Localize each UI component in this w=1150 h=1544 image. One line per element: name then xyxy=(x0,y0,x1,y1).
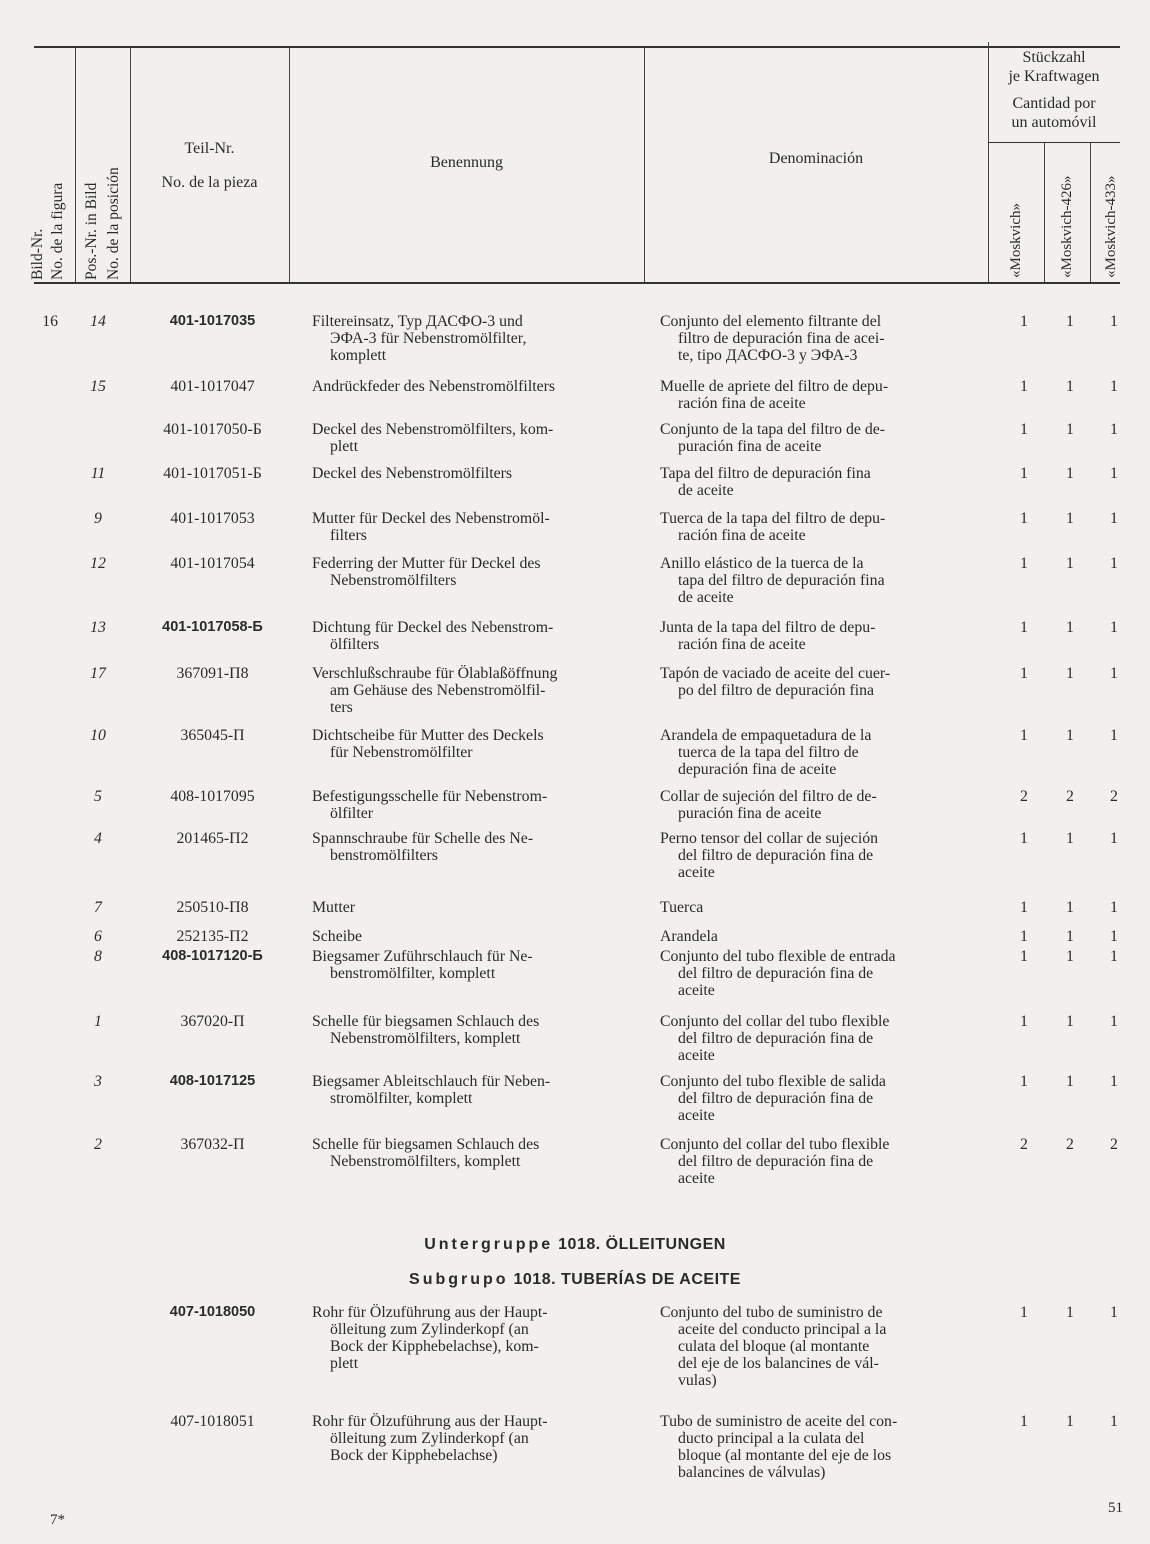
description-es xyxy=(660,465,972,499)
description-es-line: de aceite xyxy=(678,482,734,499)
position-number: 17 xyxy=(90,665,106,682)
description-es-line: aceite xyxy=(678,1170,715,1187)
description-de-line: Rohr für Ölzuführung aus der Haupt- xyxy=(312,1304,548,1321)
description-de-line: Dichtung für Deckel des Nebenstrom- xyxy=(312,619,554,636)
qty-moskvich: 1 xyxy=(1020,665,1028,682)
description-es-line: del filtro de depuración fina de xyxy=(678,1030,874,1047)
qty-moskvich-433: 1 xyxy=(1110,1304,1118,1321)
header-pos-de: Pos.-Nr. in Bild xyxy=(83,182,100,280)
description-de-line: komplett xyxy=(330,347,387,364)
description-es-line: balancines de válvulas) xyxy=(678,1464,826,1481)
description-es-line: Tapón de vaciado de aceite del cuer- xyxy=(660,665,891,682)
qty-moskvich-426: 1 xyxy=(1066,928,1074,945)
description-de-line: Federring der Mutter für Deckel des xyxy=(312,555,541,572)
qty-moskvich-433: 1 xyxy=(1110,619,1118,636)
qty-moskvich: 1 xyxy=(1020,899,1028,916)
header-denominacion: Denominación xyxy=(768,150,864,167)
qty-moskvich-433: 2 xyxy=(1110,788,1118,805)
position-number: 10 xyxy=(90,727,106,744)
description-es-line: Tuerca xyxy=(660,899,704,916)
qty-moskvich-426: 1 xyxy=(1066,555,1074,572)
description-de-line: Bock der Kipphebelachse) xyxy=(330,1447,498,1464)
description-de-line: am Gehäuse des Nebenstromölfil- xyxy=(330,682,546,699)
qty-moskvich-433: 1 xyxy=(1110,928,1118,945)
header-model-3: «Moskvich-433» xyxy=(1103,175,1119,278)
description-es xyxy=(660,555,972,606)
description-es xyxy=(660,1073,972,1124)
qty-moskvich-426: 1 xyxy=(1066,421,1074,438)
header-benennung: Benennung xyxy=(430,154,503,171)
description-de xyxy=(312,421,622,455)
position-number: 14 xyxy=(90,313,106,330)
description-es-line: Arandela de empaquetadura de la xyxy=(660,727,872,744)
description-de-line: benstromölfilters xyxy=(330,847,438,864)
subgroup-es-prefix: Subgrupo xyxy=(409,1271,509,1288)
description-es-line: aceite xyxy=(678,1107,715,1124)
qty-moskvich-433: 1 xyxy=(1110,830,1118,847)
position-number: 12 xyxy=(90,555,106,572)
qty-moskvich: 2 xyxy=(1020,788,1028,805)
part-number: 252135-П2 xyxy=(176,928,249,945)
description-de-line: ters xyxy=(330,699,353,716)
part-number: 408-1017120-Б xyxy=(162,948,263,964)
description-es-line: aceite xyxy=(678,1047,715,1064)
qty-moskvich-433: 1 xyxy=(1110,899,1118,916)
position-number: 13 xyxy=(90,619,106,636)
description-es xyxy=(660,510,972,544)
part-number: 367020-П xyxy=(180,1013,245,1030)
qty-moskvich-433: 1 xyxy=(1110,1073,1118,1090)
header-model-2: «Moskvich-426» xyxy=(1059,175,1075,278)
description-de xyxy=(312,1136,622,1170)
qty-moskvich-433: 1 xyxy=(1110,421,1118,438)
description-de xyxy=(312,510,622,544)
description-es-line: Anillo elástico de la tuerca de la xyxy=(660,555,864,572)
qty-moskvich: 1 xyxy=(1020,830,1028,847)
description-es-line: aceite del conducto principal a la xyxy=(678,1321,887,1338)
header-model-1: «Moskvich» xyxy=(1008,203,1024,278)
description-de xyxy=(312,1013,622,1047)
header-qty-de-1: Stückzahl xyxy=(1022,49,1086,66)
qty-moskvich-426: 1 xyxy=(1066,665,1074,682)
position-number: 3 xyxy=(94,1073,102,1090)
description-es-line: Tubo de suministro de aceite del con- xyxy=(660,1413,898,1430)
qty-moskvich-433: 1 xyxy=(1110,378,1118,395)
part-number: 401-1017053 xyxy=(170,510,255,527)
qty-moskvich: 1 xyxy=(1020,1073,1028,1090)
description-de xyxy=(312,1073,622,1107)
header-qty-de-2: je Kraftwagen xyxy=(1008,68,1100,85)
qty-moskvich: 1 xyxy=(1020,421,1028,438)
description-es-line: del eje de los balancines de vál- xyxy=(678,1355,879,1372)
table-header xyxy=(29,42,1120,285)
description-de xyxy=(312,619,622,653)
description-es xyxy=(660,378,972,412)
part-number: 250510-П8 xyxy=(176,899,249,916)
qty-moskvich-433: 1 xyxy=(1110,555,1118,572)
header-fig-de: Bild-Nr. xyxy=(29,228,46,280)
header-fig-es: No. de la figura xyxy=(49,182,66,280)
description-es-line: Collar de sujeción del filtro de de- xyxy=(660,788,877,805)
description-de-line: Scheibe xyxy=(312,928,363,945)
qty-moskvich-433: 1 xyxy=(1110,510,1118,527)
description-es-line: del filtro de depuración fina de xyxy=(678,847,874,864)
qty-moskvich-433: 1 xyxy=(1110,727,1118,744)
position-number: 7 xyxy=(94,899,102,916)
description-es xyxy=(660,421,972,455)
position-number: 15 xyxy=(90,378,106,395)
description-de-line: Schelle für biegsamen Schlauch des xyxy=(312,1136,540,1153)
qty-moskvich: 1 xyxy=(1020,313,1028,330)
description-de-line: Biegsamer Zuführschlauch für Ne- xyxy=(312,948,533,965)
description-es-line: Tuerca de la tapa del filtro de depu- xyxy=(660,510,886,527)
description-es-line: puración fina de aceite xyxy=(678,438,822,455)
description-de-line: Filtereinsatz, Typ ДАСФО-3 und xyxy=(312,313,523,330)
description-de-line: Dichtscheibe für Mutter des Deckels xyxy=(312,727,544,744)
part-number: 201465-П2 xyxy=(176,830,249,847)
qty-moskvich-426: 2 xyxy=(1066,788,1074,805)
qty-moskvich-433: 1 xyxy=(1110,665,1118,682)
description-es-line: Conjunto de la tapa del filtro de de- xyxy=(660,421,886,438)
part-number: 407-1018050 xyxy=(169,1304,256,1320)
description-de-line: Nebenstromölfilters, komplett xyxy=(330,1030,521,1047)
description-es-line: depuración fina de aceite xyxy=(678,761,837,778)
description-de-line: filters xyxy=(330,527,367,544)
header-part-de: Teil-Nr. xyxy=(184,140,235,157)
description-de-line: Nebenstromölfilters, komplett xyxy=(330,1153,521,1170)
description-es-line: Conjunto del tubo flexible de salida xyxy=(660,1073,886,1090)
description-es xyxy=(660,928,972,945)
description-es xyxy=(660,1413,972,1481)
position-number: 5 xyxy=(94,788,102,805)
qty-moskvich-426: 1 xyxy=(1066,727,1074,744)
qty-moskvich-426: 1 xyxy=(1066,899,1074,916)
subgroup-de-rest: 1018. ÖLLEITUNGEN xyxy=(553,1236,726,1253)
description-de-line: Mutter für Deckel des Nebenstromöl- xyxy=(312,510,550,527)
part-number: 407-1018051 xyxy=(170,1413,255,1430)
description-de xyxy=(312,899,622,916)
qty-moskvich: 1 xyxy=(1020,465,1028,482)
position-number: 2 xyxy=(94,1136,102,1153)
description-es xyxy=(660,665,972,699)
page-number: 51 xyxy=(1108,1500,1123,1516)
qty-moskvich: 2 xyxy=(1020,1136,1028,1153)
description-de xyxy=(312,465,622,482)
header-qty-es-1: Cantidad por xyxy=(1012,95,1096,112)
description-es-line: ración fina de aceite xyxy=(678,636,806,653)
description-es-line: filtro de depuración fina de acei- xyxy=(678,330,885,347)
qty-moskvich-426: 1 xyxy=(1066,1013,1074,1030)
description-es-line: aceite xyxy=(678,864,715,881)
description-de-line: Rohr für Ölzuführung aus der Haupt- xyxy=(312,1413,548,1430)
description-es-line: po del filtro de depuración fina xyxy=(678,682,875,699)
description-es-line: Conjunto del tubo de suministro de xyxy=(660,1304,883,1321)
description-es xyxy=(660,727,972,778)
description-es-line: ración fina de aceite xyxy=(678,395,806,412)
qty-moskvich-433: 1 xyxy=(1110,313,1118,330)
subgroup-title-es xyxy=(0,1271,1150,1289)
qty-moskvich-426: 1 xyxy=(1066,378,1074,395)
qty-moskvich: 1 xyxy=(1020,378,1028,395)
part-number: 401-1017035 xyxy=(169,313,256,329)
description-es-line: culata del bloque (al montante xyxy=(678,1338,870,1355)
part-number: 401-1017058-Б xyxy=(162,619,263,635)
description-de-line: für Nebenstromölfilter xyxy=(330,744,473,761)
description-es-line: Tapa del filtro de depuración fina xyxy=(660,465,871,482)
qty-moskvich: 1 xyxy=(1020,727,1028,744)
description-es xyxy=(660,788,972,822)
part-number: 367032-П xyxy=(180,1136,245,1153)
description-es-line: del filtro de depuración fina de xyxy=(678,965,874,982)
description-de-line: Mutter xyxy=(312,899,355,916)
qty-moskvich: 1 xyxy=(1020,1013,1028,1030)
description-es xyxy=(660,1136,972,1187)
description-de-line: Spannschraube für Schelle des Ne- xyxy=(312,830,534,847)
qty-moskvich-433: 1 xyxy=(1110,1413,1118,1430)
qty-moskvich-426: 2 xyxy=(1066,1136,1074,1153)
description-de xyxy=(312,1413,622,1464)
description-es-line: puración fina de aceite xyxy=(678,805,822,822)
description-es-line: Junta de la tapa del filtro de depu- xyxy=(660,619,876,636)
description-es-line: Muelle de apriete del filtro de depu- xyxy=(660,378,889,395)
position-number: 11 xyxy=(90,465,106,482)
part-number: 365045-П xyxy=(180,727,245,744)
qty-moskvich: 1 xyxy=(1020,555,1028,572)
description-de-line: plett xyxy=(330,438,359,455)
description-de-line: ЭФА-3 für Nebenstromölfilter, xyxy=(330,330,527,347)
qty-moskvich: 1 xyxy=(1020,1304,1028,1321)
description-de xyxy=(312,555,622,589)
description-de xyxy=(312,788,622,822)
description-de xyxy=(312,830,622,864)
description-es xyxy=(660,830,972,881)
description-de xyxy=(312,948,622,982)
part-number: 401-1017054 xyxy=(170,555,255,572)
qty-moskvich: 1 xyxy=(1020,510,1028,527)
position-number: 4 xyxy=(94,830,102,847)
description-es-line: Conjunto del collar del tubo flexible xyxy=(660,1136,890,1153)
description-de xyxy=(312,1304,622,1372)
description-es xyxy=(660,1304,972,1389)
qty-moskvich: 1 xyxy=(1020,928,1028,945)
part-number: 367091-П8 xyxy=(176,665,249,682)
part-number: 408-1017125 xyxy=(169,1073,256,1089)
description-de-line: Nebenstromölfilters xyxy=(330,572,457,589)
qty-moskvich-426: 1 xyxy=(1066,1413,1074,1430)
qty-moskvich: 1 xyxy=(1020,619,1028,636)
description-es-line: te, tipo ДАСФО-3 y ЭФА-3 xyxy=(678,347,858,364)
subgroup-de-prefix: Untergruppe xyxy=(424,1236,554,1253)
description-es-line: ducto principal a la culata del xyxy=(678,1430,865,1447)
part-number: 401-1017050-Б xyxy=(163,421,262,438)
description-es-line: del filtro de depuración fina de xyxy=(678,1090,874,1107)
qty-moskvich-426: 1 xyxy=(1066,1304,1074,1321)
description-de xyxy=(312,313,622,364)
description-es-line: del filtro de depuración fina de xyxy=(678,1153,874,1170)
qty-moskvich: 1 xyxy=(1020,948,1028,965)
description-de-line: Schelle für biegsamen Schlauch des xyxy=(312,1013,540,1030)
part-number: 401-1017051-Б xyxy=(163,465,262,482)
description-es xyxy=(660,313,972,364)
position-number: 1 xyxy=(94,1013,102,1030)
description-es-line: tuerca de la tapa del filtro de xyxy=(678,744,859,761)
qty-moskvich-426: 1 xyxy=(1066,948,1074,965)
header-pos-es: No. de la posición xyxy=(105,167,122,280)
qty-moskvich-426: 1 xyxy=(1066,1073,1074,1090)
description-es-line: ración fina de aceite xyxy=(678,527,806,544)
figure-number: 16 xyxy=(42,313,58,330)
qty-moskvich-433: 1 xyxy=(1110,948,1118,965)
description-es xyxy=(660,899,972,916)
description-de-line: Andrückfeder des Nebenstromölfilters xyxy=(312,378,556,395)
qty-moskvich: 1 xyxy=(1020,1413,1028,1430)
description-de-line: ölleitung zum Zylinderkopf (an xyxy=(330,1321,529,1338)
description-es-line: Conjunto del tubo flexible de entrada xyxy=(660,948,896,965)
description-es-line: de aceite xyxy=(678,589,734,606)
description-es xyxy=(660,619,972,653)
qty-moskvich-426: 1 xyxy=(1066,830,1074,847)
description-es-line: Arandela xyxy=(660,928,718,945)
description-de-line: ölfilter xyxy=(330,805,373,822)
part-number: 408-1017095 xyxy=(170,788,255,805)
qty-moskvich-433: 1 xyxy=(1110,465,1118,482)
description-es xyxy=(660,948,972,999)
description-de xyxy=(312,378,622,395)
subgroup-es-rest: 1018. TUBERÍAS DE ACEITE xyxy=(508,1271,741,1288)
description-de-line: Verschlußschraube für Ölablaßöffnung xyxy=(312,665,558,682)
description-de xyxy=(312,928,622,945)
description-de-line: plett xyxy=(330,1355,359,1372)
description-de-line: Befestigungsschelle für Nebenstrom- xyxy=(312,788,548,805)
description-de-line: ölfilters xyxy=(330,636,380,653)
header-part-es: No. de la pieza xyxy=(161,174,258,191)
description-es-line: vulas) xyxy=(678,1372,717,1389)
description-es-line: tapa del filtro de depuración fina xyxy=(678,572,885,589)
position-number: 8 xyxy=(94,948,102,965)
description-es xyxy=(660,1013,972,1064)
position-number: 6 xyxy=(94,928,102,945)
description-de-line: Deckel des Nebenstromölfilters xyxy=(312,465,513,482)
description-es-line: bloque (al montante del eje de los xyxy=(678,1447,892,1464)
footer-signature: 7* xyxy=(50,1512,65,1528)
description-de-line: benstromölfilter, komplett xyxy=(330,965,496,982)
subgroup-title-de xyxy=(0,1236,1150,1254)
qty-moskvich-426: 1 xyxy=(1066,619,1074,636)
qty-moskvich-426: 1 xyxy=(1066,313,1074,330)
description-de-line: Deckel des Nebenstromölfilters, kom- xyxy=(312,421,554,438)
description-de-line: Biegsamer Ableitschlauch für Neben- xyxy=(312,1073,551,1090)
description-es-line: Conjunto del elemento filtrante del xyxy=(660,313,882,330)
header-qty-es-2: un automóvil xyxy=(1011,114,1097,131)
description-de xyxy=(312,727,622,761)
description-es-line: aceite xyxy=(678,982,715,999)
description-de-line: stromölfilter, komplett xyxy=(330,1090,473,1107)
description-de xyxy=(312,665,622,716)
qty-moskvich-426: 1 xyxy=(1066,510,1074,527)
description-de-line: Bock der Kipphebelachse), kom- xyxy=(330,1338,539,1355)
position-number: 9 xyxy=(94,510,102,527)
description-es-line: Conjunto del collar del tubo flexible xyxy=(660,1013,890,1030)
description-es-line: Perno tensor del collar de sujeción xyxy=(660,830,879,847)
description-de-line: ölleitung zum Zylinderkopf (an xyxy=(330,1430,529,1447)
part-number: 401-1017047 xyxy=(170,378,255,395)
qty-moskvich-426: 1 xyxy=(1066,465,1074,482)
qty-moskvich-433: 1 xyxy=(1110,1013,1118,1030)
qty-moskvich-433: 2 xyxy=(1110,1136,1118,1153)
